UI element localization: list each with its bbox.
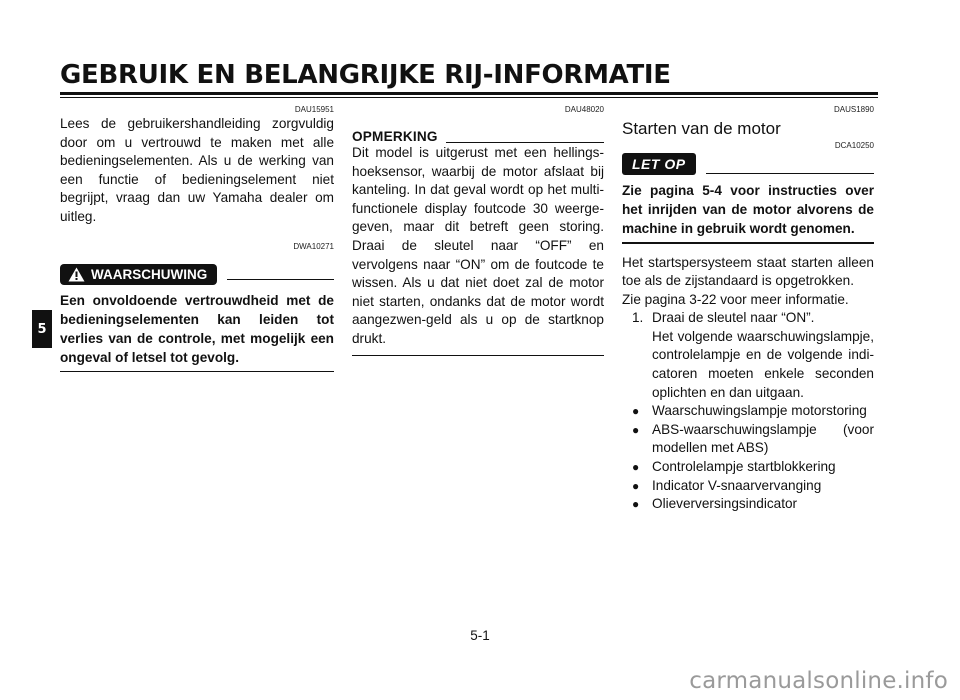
step-sub-text: Het volgende waarschuwingslampje, controlelampje en de volgende indi-catoren moeten enkele seconden oplichten en dan uitgaan. (652, 328, 874, 400)
page-number: 5-1 (470, 628, 490, 643)
warning-label: WAARSCHUWING (91, 266, 208, 282)
page-header-title: GEBRUIK EN BELANGRIJKE RIJ-INFORMATIE (60, 60, 671, 90)
warning-badge (60, 264, 217, 285)
note-label: OPMERKING (352, 129, 438, 144)
column-left (60, 104, 334, 372)
warning-end-rule (60, 371, 334, 373)
intro-line: Zie pagina 3-22 voor meer informatie. (622, 291, 849, 307)
header-rule (60, 92, 878, 95)
bullet-text: Olieverversingsindicator (652, 496, 798, 512)
list-item (622, 309, 874, 328)
bullet-text: Indicator V-snaarvervanging (652, 477, 822, 493)
bullet-icon: ● (632, 460, 640, 475)
list-item (622, 421, 874, 458)
bullet-icon: ● (632, 478, 640, 493)
warning-header (60, 264, 334, 285)
column-right (622, 104, 874, 514)
bullet-text: Controlelampje startblokkering (652, 459, 836, 475)
watermark: carmanualsonline.info (689, 668, 948, 694)
step-list (622, 309, 874, 514)
warning-triangle-icon (68, 267, 85, 282)
caution-end-rule (622, 242, 874, 244)
caution-badge: LET OP (622, 153, 696, 175)
column-middle (352, 104, 604, 356)
list-item (622, 458, 874, 477)
note-text: Dit model is uitgerust met een hellings-hoeksensor, waarbij de motor afslaat bij kanteling. In dat geval wordt op het multi-functionele display foutcode 30 weerge-geven, maar dit betreft geen storing. Draai de sleutel naar “OFF” en vervolgens naar “ON” om de foutcode te wissen. Als u dat niet doet zal de motor niet starten, ondanks dat de motor wordt aangezwen-geld als u op de startknop drukt. (352, 145, 604, 346)
intro-paragraph: Lees de gebruikershandleiding zorgvuldig door om u vertrouwd te maken met alle bedieningselementen. Als u de werking van een functie of bedieningselement niet begrijpt, vraag dan uw Yamaha dealer om uitleg. (60, 116, 334, 224)
bullet-icon: ● (632, 497, 640, 512)
list-item (622, 477, 874, 496)
header-rule-thin (60, 97, 878, 98)
warning-line (227, 279, 334, 280)
chapter-tab: 5 (32, 310, 52, 348)
note-end-rule (352, 355, 604, 356)
caution-line (706, 173, 874, 174)
bullet-text: Waarschuwingslampje motorstoring (652, 403, 867, 419)
section-title: Starten van de motor (622, 119, 781, 138)
caution-text: Zie pagina 5-4 voor instructies over het inrijden van de motor alvorens de machine in gebruik wordt genomen. (622, 183, 874, 236)
note-header (352, 129, 604, 144)
note-line (446, 142, 604, 143)
step-number: 1. (632, 310, 644, 326)
bullet-icon: ● (632, 404, 640, 419)
doc-code: DAUS1890 (833, 105, 874, 114)
intro-line: Het startspersysteem staat starten alleen toe als de zijstandaard is opgetrokken. (622, 254, 874, 289)
warning-code: DWA10271 (293, 241, 334, 251)
warning-text: Een onvoldoende vertrouwdheid met de bedieningselementen kan leiden tot verlies van de controle, met mogelijk een ongeval of letsel tot gevolg. (60, 292, 334, 365)
bullet-icon: ● (632, 422, 640, 437)
doc-code: DAU15951 (294, 105, 334, 114)
step-text: Draai de sleutel naar “ON”. (652, 310, 815, 326)
caution-header (622, 153, 874, 175)
caution-code: DCA10250 (834, 141, 874, 150)
list-item (622, 495, 874, 514)
doc-code: DAU48020 (564, 105, 604, 114)
list-item (622, 402, 874, 421)
bullet-text: ABS-waarschuwingslampje (voor modellen met ABS) (652, 421, 874, 456)
